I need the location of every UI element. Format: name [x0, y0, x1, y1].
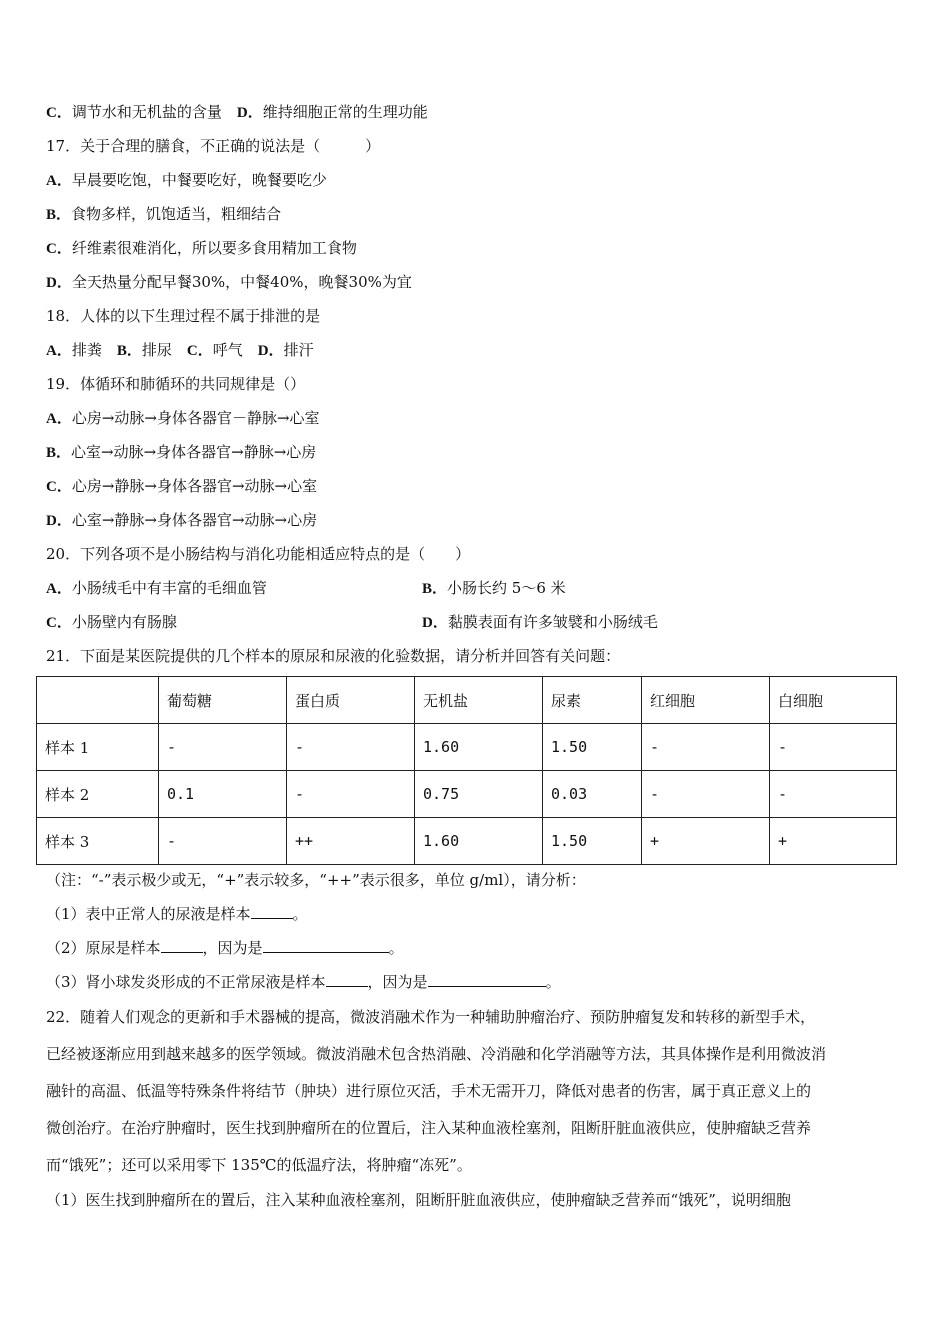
q21-sub2-text: （2）原尿是样本 [46, 939, 161, 957]
urine-data-table [36, 676, 897, 865]
table-cell: - [159, 818, 287, 865]
table-cell: 样本 1 [37, 724, 159, 771]
q22-line-1: 22．随着人们观念的更新和手术器械的提高，微波消融术作为一种辅助肿瘤治疗、预防肿瘤复发和转移的新型手术， [46, 1008, 816, 1026]
table-cell: - [287, 724, 415, 771]
q22-sub1: （1）医生找到肿瘤所在的置后，注入某种血液栓塞剂，阻断肝脏血液供应，使肿瘤缺乏营养而“饿死”，说明细胞 [46, 1191, 791, 1209]
option-text: 心房→静脉→身体各器官→动脉→心室 [71, 477, 318, 495]
table-cell: - [770, 724, 897, 771]
table-cell: 0.1 [159, 771, 287, 818]
table-cell: 样本 2 [37, 771, 159, 818]
option-text: 纤维素很难消化，所以要多食用精加工食物 [71, 239, 357, 257]
q21-sub3-mid: ，因为是 [367, 973, 428, 991]
table-cell: - [159, 724, 287, 771]
option-label: A． [46, 173, 72, 189]
q20-stem: 20．下列各项不是小肠结构与消化功能相适应特点的是（ ） [46, 545, 471, 563]
q21-sub2 [46, 938, 404, 958]
option-text: 小肠长约 5～6 米 [447, 579, 566, 597]
q21-sub3 [46, 972, 561, 992]
option-label: B． [46, 445, 72, 461]
option-label: D． [46, 513, 72, 529]
option-text: 维持细胞正常的生理功能 [262, 103, 428, 121]
table-header-row [37, 677, 897, 724]
q22-line-4: 微创治疗。在治疗肿瘤时，医生找到肿瘤所在的位置后，注入某种血液栓塞剂，阻断肝脏血液供应，使肿瘤缺乏营养 [46, 1119, 812, 1137]
option-label: D． [422, 615, 448, 631]
table-cell: 1.60 [415, 724, 543, 771]
option-label: C． [186, 343, 213, 359]
q19-option-c [46, 476, 317, 497]
q17-option-b [46, 204, 281, 225]
table-cell: 1.50 [543, 818, 642, 865]
table-header-cell: 无机盐 [415, 677, 543, 724]
table-header-cell: 尿素 [543, 677, 642, 724]
table-header-cell: 红细胞 [642, 677, 770, 724]
table-cell: 0.03 [543, 771, 642, 818]
option-text: 全天热量分配早餐30%，中餐40%，晚餐30%为宜 [71, 273, 412, 291]
answer-blank[interactable] [251, 904, 293, 919]
q21-sub1 [46, 904, 308, 924]
option-label: B． [116, 343, 142, 359]
option-label: A． [46, 581, 72, 597]
option-text: 小肠壁内有肠腺 [71, 613, 177, 631]
q21-sub2-end: 。 [388, 939, 404, 957]
q19-option-a [46, 408, 320, 429]
option-label: A． [46, 343, 72, 359]
q19-option-b [46, 442, 316, 463]
q21-sub3-text: （3）肾小球发炎形成的不正常尿液是样本 [46, 973, 326, 991]
table-header-cell [37, 677, 159, 724]
option-label: D． [257, 343, 284, 359]
table-cell: - [642, 724, 770, 771]
q21-stem: 21．下面是某医院提供的几个样本的原尿和尿液的化验数据，请分析并回答有关问题： [46, 647, 621, 665]
table-row [37, 724, 897, 771]
q20-options-cd [46, 612, 906, 633]
option-text: 排尿 [141, 341, 172, 359]
option-text: 食物多样，饥饱适当，粗细结合 [71, 205, 282, 223]
option-text: 心室→动脉→身体各器官→静脉→心房 [71, 443, 317, 461]
q19-stem: 19．体循环和肺循环的共同规律是（） [46, 375, 306, 393]
option-label: A． [46, 411, 72, 427]
option-text: 心房→动脉→身体各器官－静脉→心室 [71, 409, 320, 427]
option-text: 排汗 [283, 341, 314, 359]
option-text: 排粪 [71, 341, 102, 359]
option-label: C． [46, 615, 72, 631]
table-cell: - [642, 771, 770, 818]
table-cell: - [287, 771, 415, 818]
table-cell: - [770, 771, 897, 818]
table-cell: + [770, 818, 897, 865]
option-label: B． [422, 581, 448, 597]
answer-blank[interactable] [161, 938, 203, 953]
option-label: C． [46, 479, 72, 495]
table-header-cell: 白细胞 [770, 677, 897, 724]
option-label: C． [46, 105, 72, 121]
option-text: 呼气 [212, 341, 243, 359]
option-text: 黏膜表面有许多皱襞和小肠绒毛 [447, 613, 658, 631]
table-cell: ++ [287, 818, 415, 865]
option-text: 小肠绒毛中有丰富的毛细血管 [71, 579, 267, 597]
table-cell: 1.50 [543, 724, 642, 771]
option-text: 调节水和无机盐的含量 [71, 103, 222, 121]
q20-option-b [422, 578, 566, 599]
q21-sub1-text: （1）表中正常人的尿液是样本 [46, 905, 251, 923]
q16-options-cd [46, 102, 428, 123]
option-text: 心室→静脉→身体各器官→动脉→心房 [71, 511, 318, 529]
q17-option-a [46, 170, 327, 191]
q18-stem: 18．人体的以下生理过程不属于排泄的是 [46, 307, 321, 325]
table-cell: 0.75 [415, 771, 543, 818]
table-header-cell: 蛋白质 [287, 677, 415, 724]
q18-options [46, 340, 314, 361]
table-row [37, 818, 897, 865]
option-label: D． [46, 275, 72, 291]
table-cell: 样本 3 [37, 818, 159, 865]
q20-option-d [422, 612, 658, 633]
q22-line-2: 已经被逐渐应用到越来越多的医学领域。微波消融术包含热消融、冷消融和化学消融等方法，其具体操作是利用微波消 [46, 1045, 827, 1063]
q21-sub1-end: 。 [292, 905, 308, 923]
answer-blank[interactable] [428, 972, 546, 987]
answer-blank[interactable] [263, 938, 389, 953]
option-label: C． [46, 241, 72, 257]
q17-stem: 17．关于合理的膳食，不正确的说法是（ ） [46, 137, 381, 155]
table-header-cell: 葡萄糖 [159, 677, 287, 724]
option-label: B． [46, 207, 72, 223]
q19-option-d [46, 510, 317, 531]
q21-sub3-end: 。 [545, 973, 561, 991]
q17-option-d [46, 272, 412, 293]
table-cell: + [642, 818, 770, 865]
answer-blank[interactable] [326, 972, 368, 987]
q21-note: （注：“-”表示极少或无，“+”表示较多，“++”表示很多，单位 g/ml），请分析： [46, 871, 586, 889]
option-label: D． [236, 105, 263, 121]
q22-line-3: 融针的高温、低温等特殊条件将结节（肿块）进行原位灭活，手术无需开刀，降低对患者的伤害，属于真正意义上的 [46, 1082, 812, 1100]
table-row [37, 771, 897, 818]
q22-line-5: 而“饿死”；还可以采用零下 135℃的低温疗法，将肿瘤“冻死”。 [46, 1156, 472, 1174]
q21-sub2-mid: ，因为是 [202, 939, 263, 957]
q17-option-c [46, 238, 357, 259]
q20-options-ab [46, 578, 906, 599]
table-cell: 1.60 [415, 818, 543, 865]
option-text: 早晨要吃饱，中餐要吃好，晚餐要吃少 [71, 171, 327, 189]
